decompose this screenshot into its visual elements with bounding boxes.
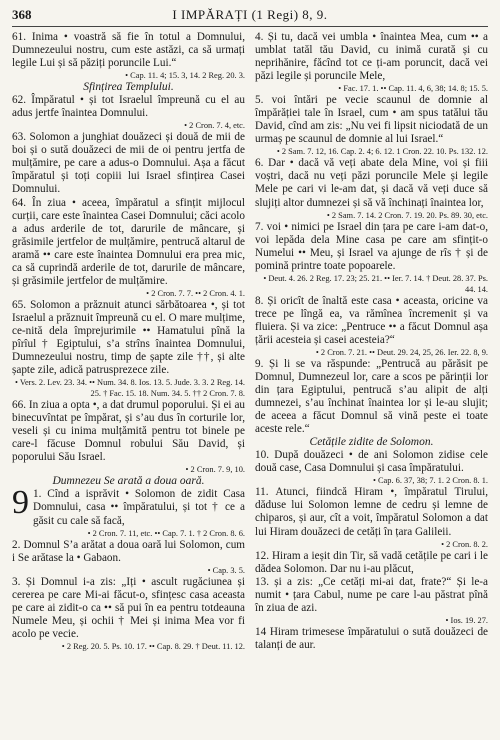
cross-reference: • Deut. 4. 26. 2 Reg. 17. 23; 25. 21. •• Ier. 7. 14. † Deut. 28. 37. Ps. 44. 14. [263, 273, 488, 294]
verse-text: 4. Și tu, dacă vei umbla • înaintea Mea, cum •• a umblat tatăl tău David, cu inimă curată și cu neprihănire, făcînd tot ce ți-am poruncit, dacă vei păzi legile și poruncile Mele, [255, 31, 488, 83]
cross-reference: • Cap. 3. 5. [207, 565, 245, 575]
section-heading: Sfințirea Templului. [83, 81, 174, 94]
verse-text: 13. și a zis: „Ce cetăți mi-ai dat, frate?“ Și le-a numit • țara Cabul, nume pe care l-au păstrat pînă în ziua de azi. [255, 575, 488, 614]
cross-reference: • 2 Reg. 20. 5. Ps. 10. 17. •• Cap. 8. 29. † Deut. 11. 12. [61, 641, 245, 651]
verse-text: 62. Împăratul • și tot Israelul împreună cu el au adus jertfe înaintea Domnului. [12, 94, 245, 120]
chapter-start [12, 484, 245, 527]
cross-reference: • Cap. 6. 37, 38; 7. 1. 2 Cron. 8. 1. [372, 476, 488, 486]
cross-reference: • 2 Cron. 8. 2. [441, 539, 488, 549]
verse-text: 12. Hiram a ieșit din Tir, să vadă cetățile pe cari i le dădea Solomon. Dar nu i-au plăcut, [255, 549, 488, 575]
page-header [12, 6, 488, 27]
verse-text: 7. voi • nimici pe Israel din țara pe care i-am dat-o, voi lepăda dela Mine casa pe care am sfințit-o Numelui •• Meu, și Israel va ajunge de rîs † și de pomină printre toate popoarele. [255, 220, 488, 272]
chapter-number: 9 [12, 484, 29, 522]
verse-text: 64. În ziua • aceea, împăratul a sfințit mijlocul curții, care este înaintea Casei Domnului; căci acolo a adus arderile de tot, darurile de mâncare, și grăsimile jertfelor de mulțămire, pentrucă altarul de aramă •• care este înaintea Domnului era prea mic, ca să cuprindă arderile de tot, darurile de mâncare, și grăsimile jertfelor de mulțămire. [12, 196, 245, 287]
cross-reference: • Vers. 2. Lev. 23. 34. •• Num. 34. 8. Ios. 13. 5. Jude. 3. 3. 2 Reg. 14. 25. † Fac. 15. 18. Num. 34. 5. †† 2 Cron. 7. 8. [14, 378, 245, 399]
verse-text: 66. In ziua a opta •, a dat drumul poporului. Și ei au binecuvîntat pe împărat, și s’au dus în corturile lor, veseli și cu inima mulțămită pentru tot binele pe care-l făcuse Domnul robului Său David, și poporului Său Israel. [12, 399, 245, 464]
verse-text: 2. Domnul S’a arătat a doua oară lui Solomon, cum i Se arătase la • Gabaon. [12, 538, 245, 564]
verse-text: 9. Și li se va răspunde: „Pentrucă au părăsit pe Domnul, Dumnezeul lor, care a scos pe părinții lor din țara Egiptului, pentrucă s’au alipit de alți dumnezei, s’au închinat înaintea lor și le-au slujit; de aceea a făcut Domnul să vină peste ei toate aceste rele.“ [255, 357, 488, 436]
verse-text: 1. Cînd a isprăvit • Solomon de zidit Casa Domnului, casa •• împăratului, și tot † ce a găsit cu cale să facă, [33, 488, 245, 527]
cross-reference: • 2 Cron. 7. 9, 10. [185, 465, 245, 475]
left-column [12, 31, 245, 731]
section-heading: Cetățile zidite de Solomon. [309, 436, 434, 449]
text-columns [12, 31, 488, 731]
verse-text: 63. Solomon a junghiat douăzeci și două de mii de boi și o sută douăzeci de mii de oi pentru jertfa de mulțămire, pe care a adus-o Domnului. Așa a făcut împăratul și toți copiii lui Israel sfințirea Casei Domnului. [12, 131, 245, 196]
verse-text: 11. Atunci, fiindcă Hiram •, împăratul Tirului, dăduse lui Solomon lemne de cedru și lemne de chiparos, și aur, cît a voit, împăratul Solomon a dat lui Hiram douăzeci de cetăți în țara Galileii. [255, 486, 488, 538]
cross-reference: • Ios. 19. 27. [445, 615, 488, 625]
verse-text: 65. Solomon a prăznuit atunci sărbătoarea •, și tot Israelul a prăznuit împreună cu el. O mare mulțime, ce-nită dela împrejurimile •• Hamatului pînă la pîrîul † Egiptului, s’a strîns înaintea Domnului, Dumnezeului nostru, timp de șapte zile ††, și alte șapte zile, adică patrusprezece zile. [12, 298, 245, 377]
verse-text: 6. Dar • dacă vă veți abate dela Mine, voi și fiii voștri, dacă nu veți păzi poruncile Mele și legile Mele pe cari vi le-am dat, și dacă vă veți duce să slujiți altor dumnezei și să vă închinați înaintea lor, [255, 157, 488, 209]
page-number: 368 [12, 7, 32, 22]
verse-text: 61. Inima • voastră să fie în totul a Domnului, Dumnezeului nostru, cum este astăzi, ca să urmați legile Lui și să păziți poruncile Lui.“ [12, 31, 245, 70]
cross-reference: • 2 Cron. 7. 4, etc. [184, 121, 245, 131]
cross-reference: • 2 Cron. 7. 7. •• 2 Cron. 4. 1. [146, 288, 245, 298]
cross-reference: • Fac. 17. 1. •• Cap. 11. 4, 6, 38; 14. 8; 15. 5. [338, 84, 488, 94]
cross-reference: • 2 Sam. 7. 12, 16. Cap. 2. 4; 6. 12. 1 Cron. 22. 10. Ps. 132. 12. [276, 147, 488, 157]
verse-text: 14 Hiram trimesese împăratului o sută douăzeci de talanți de aur. [255, 625, 488, 651]
right-column [255, 31, 488, 731]
verse-text: 3. Și Domnul i-a zis: „Iți • ascult rugăciunea și cererea pe care Mi-ai făcut-o, sfințesc casa aceasta pe care ai zidit-o ca •• să pui în ea pentru totdeauna Numele Meu, și ochii † Mei și inima Mea vor fi acolo pe vecie. [12, 575, 245, 640]
verse-text: 8. Și oricît de înaltă este casa • aceasta, oricine va trece pe lîngă ea, va rămînea încremenit și va fluiera. Și va zice: „Pentruce •• a făcut Domnul așa țării acesteia și casei acesteia?“ [255, 294, 488, 346]
verse-text: 10. După douăzeci • de ani Solomon zidise cele două case, Casa Domnului și casa împăratului. [255, 449, 488, 475]
cross-reference: • 2 Cron. 7. 11, etc. •• Cap. 7. 1. † 2 Cron. 8. 6. [87, 528, 245, 538]
running-head: I IMPĂRAȚI (1 Regi) 8, 9. [172, 7, 328, 22]
verse-text: 5. voi întări pe vecie scaunul de domnie al împărăției tale în Israel, cum • am spus tatălui tău David, cînd am zis: „Nu vei fi lipsit niciodată de un urmaș pe scaunul de domnie al lui Israel.“ [255, 94, 488, 146]
cross-reference: • Cap. 11. 4; 15. 3, 14. 2 Reg. 20. 3. [125, 71, 245, 81]
cross-reference: • 2 Cron. 7. 21. •• Deut. 29. 24, 25, 26. Ier. 22. 8, 9. [315, 347, 488, 357]
chapter-heading: Dumnezeu Se arată a doua oară. [52, 475, 205, 488]
cross-reference: • 2 Sam. 7. 14. 2 Cron. 7. 19. 20. Ps. 89. 30, etc. [326, 210, 488, 220]
